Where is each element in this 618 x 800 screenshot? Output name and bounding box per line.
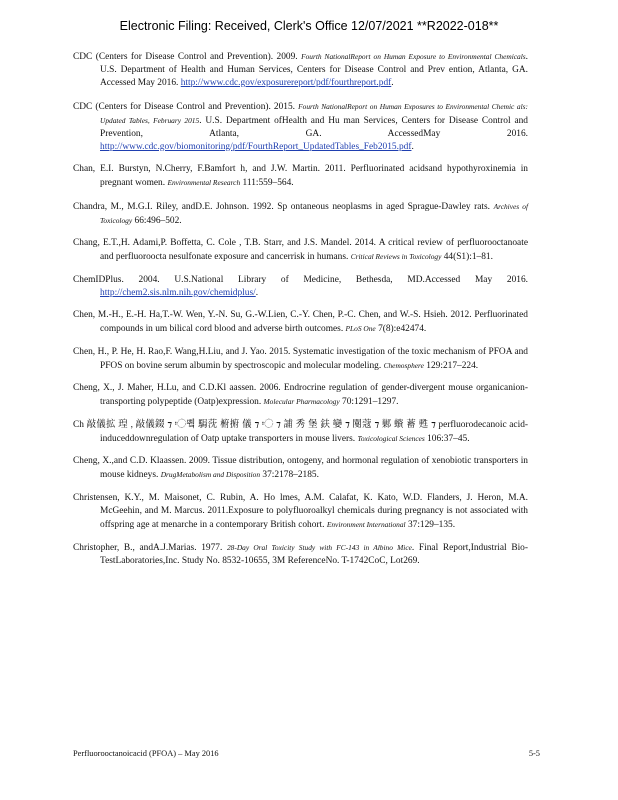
journal-title: 28-Day Oral Toxicity Study with FC-143 in Albino Mice [226,543,412,552]
reference-details: 111:559–564. [240,178,294,188]
reference-details: 106:37–45. [424,433,470,444]
reference-text: Chandra, M., M.G.I. Riley, andD.E. Johnson. 1992. Sp ontaneous neoplasms in aged Sprague-Dawley rats. [73,201,494,212]
reference-details: . U.S. Department ofHealth and Hu man Services, Centers for Disease Control and Prevention, Atlanta, GA. AccessedMay 2016. [100,115,528,139]
reference-entry [73,309,528,336]
reference-text: Chang, E.T.,H. Adami,P. Boffetta, C. Cole , T.B. Starr, and J.S. Mandel. 2014. A critical review of perfluorooctanoate and perfluoroocta nesulfonate exposure and cancerrisk in humans. [73,238,528,262]
journal-title: Critical Reviews in Toxicology [350,252,442,261]
journal-title: Environment International [326,519,406,529]
journal-title: Molecular Pharmacology [263,397,340,406]
reference-entry [73,419,528,446]
page-number: 5-5 [528,749,540,758]
journal-title: Chemosphere [383,360,424,370]
reference-link[interactable]: http://chem2.sis.nlm.nih.gov/chemidplus/ [100,287,256,298]
journal-title: Fourth NationalReport on Human Exposure to Environmental Chemicals [301,52,526,61]
reference-details: 129:217–224. [423,360,479,371]
reference-details: 37:129–135. [405,519,456,530]
filing-banner: Electronic Filing: Received, Clerk's Office 12/07/2021 **R2022-018** [119,19,499,33]
reference-text: Ch 敲儀拡 瑝 , 敲儀錣 ⁊ 〯쀀 駶莐 椨捬 儀 ⁊ 〯 ⁊ 誧 秀 堡 鈇 孌 ⁊ 閺蔻 ⁊ 鄛 蠀 蓄 甦 ⁊ perfluorodecanoic acid-induceddownregulation of Oatp uptake transporters in mouse livers. [73,419,528,444]
reference-details: 7(8):e42474. [375,324,427,334]
journal-title: Archives of Toxicology [100,201,528,225]
reference-entry [73,492,528,532]
reference-entry [73,382,528,409]
reference-details: 70:1291–1297. [339,397,399,407]
reference-link[interactable]: http://www.cdc.gov/exposurereport/pdf/fourthreport.pdf [180,78,392,88]
journal-title: DrugMetabolism and Disposition [160,470,261,479]
journal-title: Fourth NationalReport on Human Exposures to Environmental Chemic als: Updated Tables, February 2015 [100,101,529,125]
reference-entry [73,237,528,264]
reference-text: Cheng, X.,and C.D. Klaassen. 2009. Tissue distribution, ontogeny, and hormonal regulation of xenobiotic transporters in mouse kidneys. [73,456,528,480]
reference-text: Christopher, B., andA.J.Marias. 1977. [73,543,227,553]
reference-details: . U.S. Department of Health and Human Services, Centers for Disease Control and Prev ention, Atlanta, GA. Accessed May 2016. [100,52,528,88]
reference-link[interactable]: http://www.cdc.gov/biomonitoring/pdf/FourthReport_UpdatedTables_Feb2015.pdf [100,141,412,152]
journal-title: PLoS One [345,324,376,333]
reference-entry [73,163,528,190]
reference-entry [73,100,528,154]
reference-details: . Final Report,Industrial Bio-TestLaboratories,Inc. Study No. 8532-10655, 3M ReferenceNo. T-1742CoC, Lot269. [100,543,528,566]
reference-entry [73,200,528,228]
footer-document-title: Perfluorooctanoicacid (PFOA) – May 2016 [73,749,219,758]
reference-details: 66:496–502. [132,215,182,226]
reference-tail: . [411,141,414,152]
reference-entry [73,346,528,373]
reference-tail: . [391,78,394,88]
reference-text: ChemIDPlus. 2004. U.S.National Library of Medicine, Bethesda, MD.Accessed May 2016. [73,274,528,285]
reference-details: 37:2178–2185. [260,470,319,480]
reference-list [73,50,528,578]
journal-title: Toxicological Sciences [357,433,425,443]
reference-text: Chen, M.-H., E.-H. Ha,T.-W. Wen, Y.-N. Su, G.-W.Lien, C.-Y. Chen, P.-C. Chen, and W.-S. Hsieh. 2012. Perfluorinated compounds in um bilical cord blood and adverse birth outcomes. [73,310,528,334]
reference-text: CDC (Centers for Disease Control and Prevention). 2009. [73,52,302,62]
reference-entry [73,455,528,482]
reference-details: 44(S1):1–81. [441,252,493,262]
reference-entry [73,50,528,90]
reference-entry [73,274,528,300]
reference-tail: . [255,287,259,298]
page-footer [73,749,540,758]
journal-title: Environmental Research [167,178,241,187]
reference-text: Chen, H., P. He, H. Rao,F. Wang,H.Liu, and J. Yao. 2015. Systematic investigation of the toxic mechanism of PFOA and PFOS on bovine serum albumin by spectroscopic and molecular modeling. [73,346,528,371]
reference-text: Cheng, X., J. Maher, H.Lu, and C.D.Kl aassen. 2006. Endrocrine regulation of gender-divergent mouse organicanion-transporting polypeptide (Oatp)expression. [73,383,528,407]
reference-text: Christensen, K.Y., M. Maisonet, C. Rubin, A. Ho lmes, A.M. Calafat, K. Kato, W.D. Flanders, J. Heron, M.A. McGeehin, and M. Marcus. 2011.Exposure to polyfluoroalkyl chemicals during pregnancy is not associated with offspring age at menarche in a contemporary British cohort. [73,492,528,530]
reference-text: CDC (Centers for Disease Control and Prevention). 2015. [73,101,299,112]
reference-text: Chan, E.I. Burstyn, N.Cherry, F.Bamfort h, and J.W. Martin. 2011. Perfluorinated acidsand hypothyroxinemia in pregnant women. [73,164,528,188]
reference-entry [73,541,528,568]
